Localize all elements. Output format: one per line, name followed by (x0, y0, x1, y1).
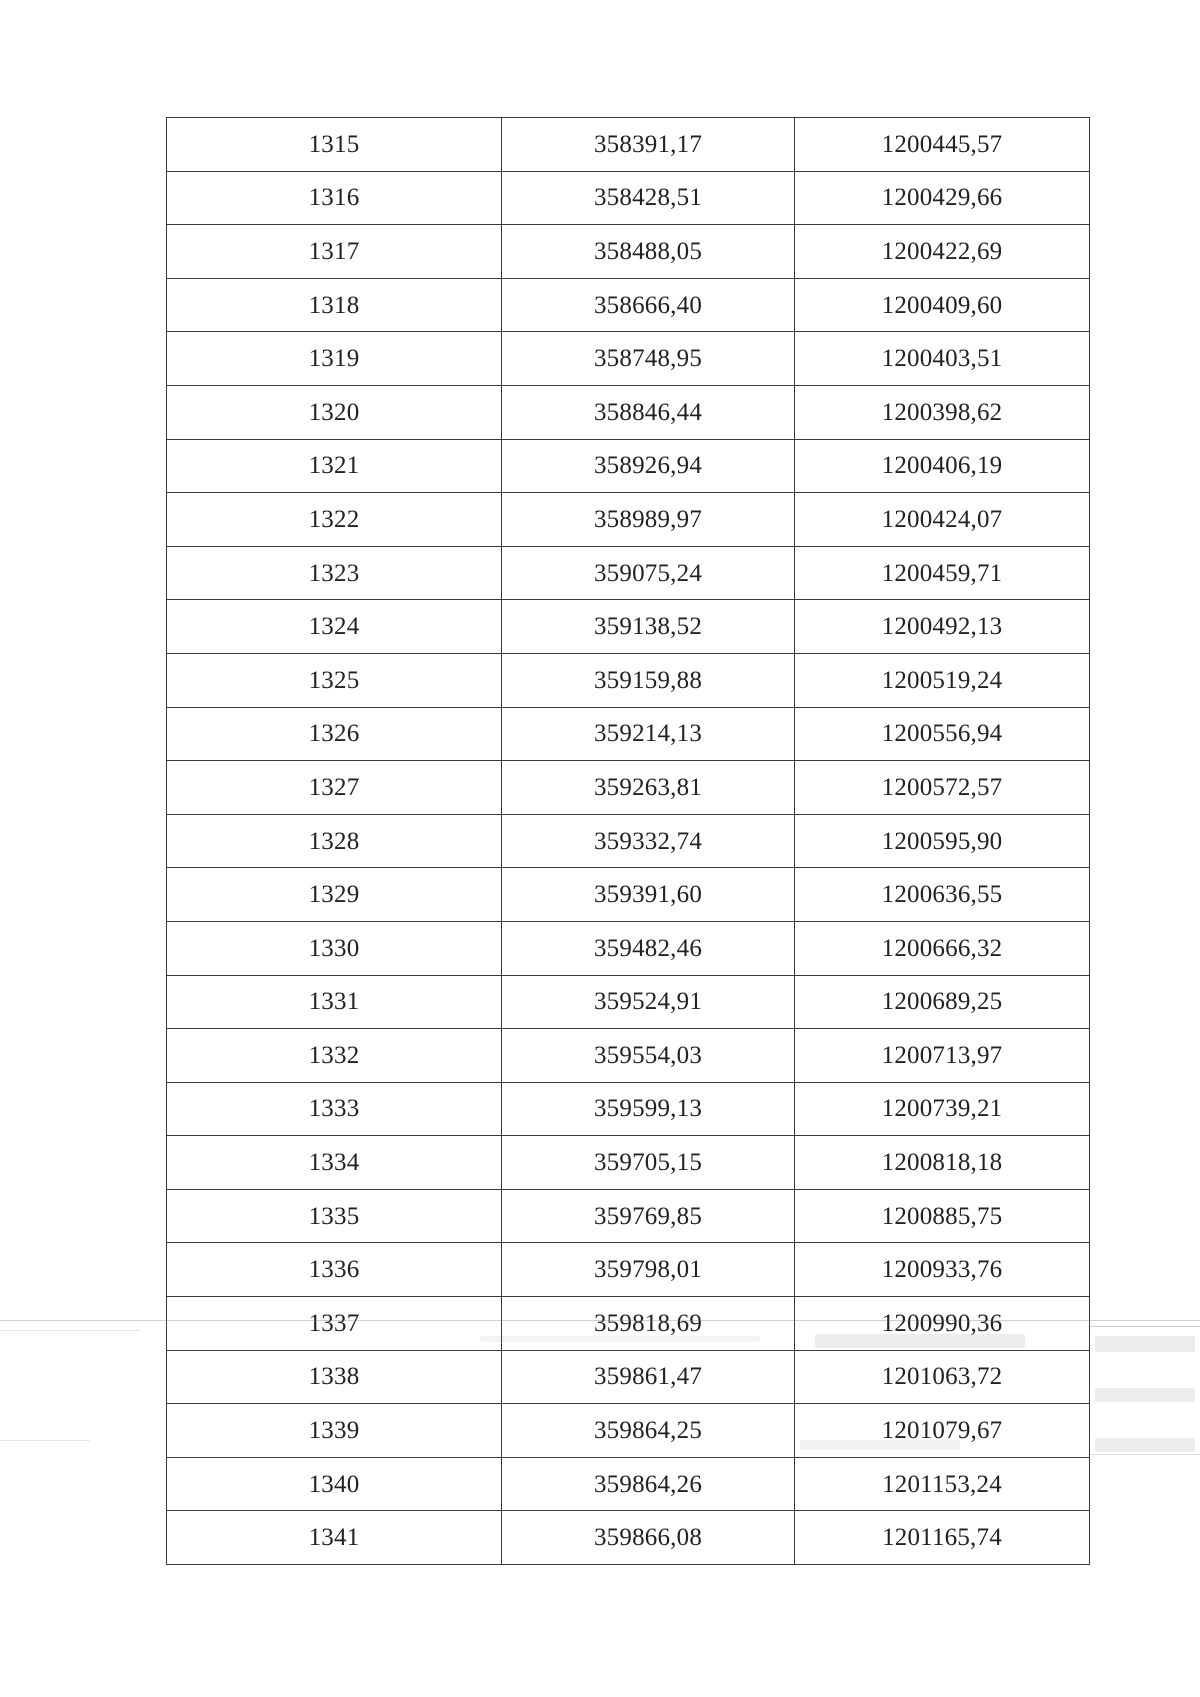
point-number-cell: 1322 (167, 493, 502, 547)
y-coordinate-cell: 1200595,90 (795, 814, 1090, 868)
x-coordinate-cell: 359075,24 (502, 546, 795, 600)
point-number-cell: 1340 (167, 1457, 502, 1511)
y-coordinate-cell: 1200990,36 (795, 1297, 1090, 1351)
point-number-cell: 1334 (167, 1136, 502, 1190)
y-coordinate-cell: 1201063,72 (795, 1350, 1090, 1404)
x-coordinate-cell: 358488,05 (502, 225, 795, 279)
point-number-cell: 1320 (167, 385, 502, 439)
y-coordinate-cell: 1200818,18 (795, 1136, 1090, 1190)
point-number-cell: 1325 (167, 653, 502, 707)
x-coordinate-cell: 358428,51 (502, 171, 795, 225)
coordinates-table (166, 117, 1090, 1565)
point-number-cell: 1333 (167, 1082, 502, 1136)
table-row (167, 761, 1090, 815)
point-number-cell: 1318 (167, 278, 502, 332)
y-coordinate-cell: 1200422,69 (795, 225, 1090, 279)
x-coordinate-cell: 358666,40 (502, 278, 795, 332)
point-number-cell: 1315 (167, 118, 502, 172)
table-row (167, 653, 1090, 707)
x-coordinate-cell: 359554,03 (502, 1029, 795, 1083)
point-number-cell: 1324 (167, 600, 502, 654)
x-coordinate-cell: 358846,44 (502, 385, 795, 439)
point-number-cell: 1327 (167, 761, 502, 815)
point-number-cell: 1341 (167, 1511, 502, 1565)
y-coordinate-cell: 1200713,97 (795, 1029, 1090, 1083)
x-coordinate-cell: 359866,08 (502, 1511, 795, 1565)
x-coordinate-cell: 359159,88 (502, 653, 795, 707)
y-coordinate-cell: 1200636,55 (795, 868, 1090, 922)
point-number-cell: 1335 (167, 1189, 502, 1243)
y-coordinate-cell: 1200409,60 (795, 278, 1090, 332)
table-row (167, 332, 1090, 386)
table-row (167, 1243, 1090, 1297)
point-number-cell: 1330 (167, 921, 502, 975)
x-coordinate-cell: 359861,47 (502, 1350, 795, 1404)
point-number-cell: 1331 (167, 975, 502, 1029)
x-coordinate-cell: 358989,97 (502, 493, 795, 547)
x-coordinate-cell: 359818,69 (502, 1297, 795, 1351)
x-coordinate-cell: 359864,25 (502, 1404, 795, 1458)
x-coordinate-cell: 359864,26 (502, 1457, 795, 1511)
x-coordinate-cell: 358748,95 (502, 332, 795, 386)
table-row (167, 278, 1090, 332)
x-coordinate-cell: 359482,46 (502, 921, 795, 975)
table-row (167, 975, 1090, 1029)
table-row (167, 439, 1090, 493)
y-coordinate-cell: 1200739,21 (795, 1082, 1090, 1136)
x-coordinate-cell: 359214,13 (502, 707, 795, 761)
y-coordinate-cell: 1201153,24 (795, 1457, 1090, 1511)
x-coordinate-cell: 359769,85 (502, 1189, 795, 1243)
coordinates-table-body (167, 118, 1090, 1565)
point-number-cell: 1326 (167, 707, 502, 761)
table-row (167, 493, 1090, 547)
table-row (167, 921, 1090, 975)
table-row (167, 1457, 1090, 1511)
point-number-cell: 1319 (167, 332, 502, 386)
x-coordinate-cell: 359263,81 (502, 761, 795, 815)
point-number-cell: 1337 (167, 1297, 502, 1351)
table-row (167, 1297, 1090, 1351)
y-coordinate-cell: 1201165,74 (795, 1511, 1090, 1565)
x-coordinate-cell: 359391,60 (502, 868, 795, 922)
x-coordinate-cell: 359705,15 (502, 1136, 795, 1190)
y-coordinate-cell: 1200556,94 (795, 707, 1090, 761)
y-coordinate-cell: 1200572,57 (795, 761, 1090, 815)
table-row (167, 1404, 1090, 1458)
y-coordinate-cell: 1200666,32 (795, 921, 1090, 975)
y-coordinate-cell: 1200424,07 (795, 493, 1090, 547)
y-coordinate-cell: 1200403,51 (795, 332, 1090, 386)
table-row (167, 1189, 1090, 1243)
table-row (167, 546, 1090, 600)
point-number-cell: 1316 (167, 171, 502, 225)
y-coordinate-cell: 1200398,62 (795, 385, 1090, 439)
table-row (167, 118, 1090, 172)
table-row (167, 600, 1090, 654)
y-coordinate-cell: 1200492,13 (795, 600, 1090, 654)
point-number-cell: 1323 (167, 546, 502, 600)
point-number-cell: 1328 (167, 814, 502, 868)
table-row (167, 1136, 1090, 1190)
y-coordinate-cell: 1200406,19 (795, 439, 1090, 493)
y-coordinate-cell: 1200459,71 (795, 546, 1090, 600)
x-coordinate-cell: 359138,52 (502, 600, 795, 654)
x-coordinate-cell: 359798,01 (502, 1243, 795, 1297)
y-coordinate-cell: 1200519,24 (795, 653, 1090, 707)
table-row (167, 707, 1090, 761)
table-row (167, 171, 1090, 225)
x-coordinate-cell: 359524,91 (502, 975, 795, 1029)
y-coordinate-cell: 1200933,76 (795, 1243, 1090, 1297)
table-row (167, 1082, 1090, 1136)
table-row (167, 1350, 1090, 1404)
point-number-cell: 1336 (167, 1243, 502, 1297)
table-row (167, 225, 1090, 279)
y-coordinate-cell: 1200429,66 (795, 171, 1090, 225)
x-coordinate-cell: 359332,74 (502, 814, 795, 868)
x-coordinate-cell: 359599,13 (502, 1082, 795, 1136)
table-row (167, 814, 1090, 868)
point-number-cell: 1321 (167, 439, 502, 493)
x-coordinate-cell: 358926,94 (502, 439, 795, 493)
table-row (167, 385, 1090, 439)
y-coordinate-cell: 1200445,57 (795, 118, 1090, 172)
y-coordinate-cell: 1200689,25 (795, 975, 1090, 1029)
table-row (167, 1029, 1090, 1083)
point-number-cell: 1339 (167, 1404, 502, 1458)
point-number-cell: 1332 (167, 1029, 502, 1083)
table-row (167, 1511, 1090, 1565)
table-row (167, 868, 1090, 922)
y-coordinate-cell: 1201079,67 (795, 1404, 1090, 1458)
point-number-cell: 1338 (167, 1350, 502, 1404)
y-coordinate-cell: 1200885,75 (795, 1189, 1090, 1243)
point-number-cell: 1317 (167, 225, 502, 279)
point-number-cell: 1329 (167, 868, 502, 922)
x-coordinate-cell: 358391,17 (502, 118, 795, 172)
